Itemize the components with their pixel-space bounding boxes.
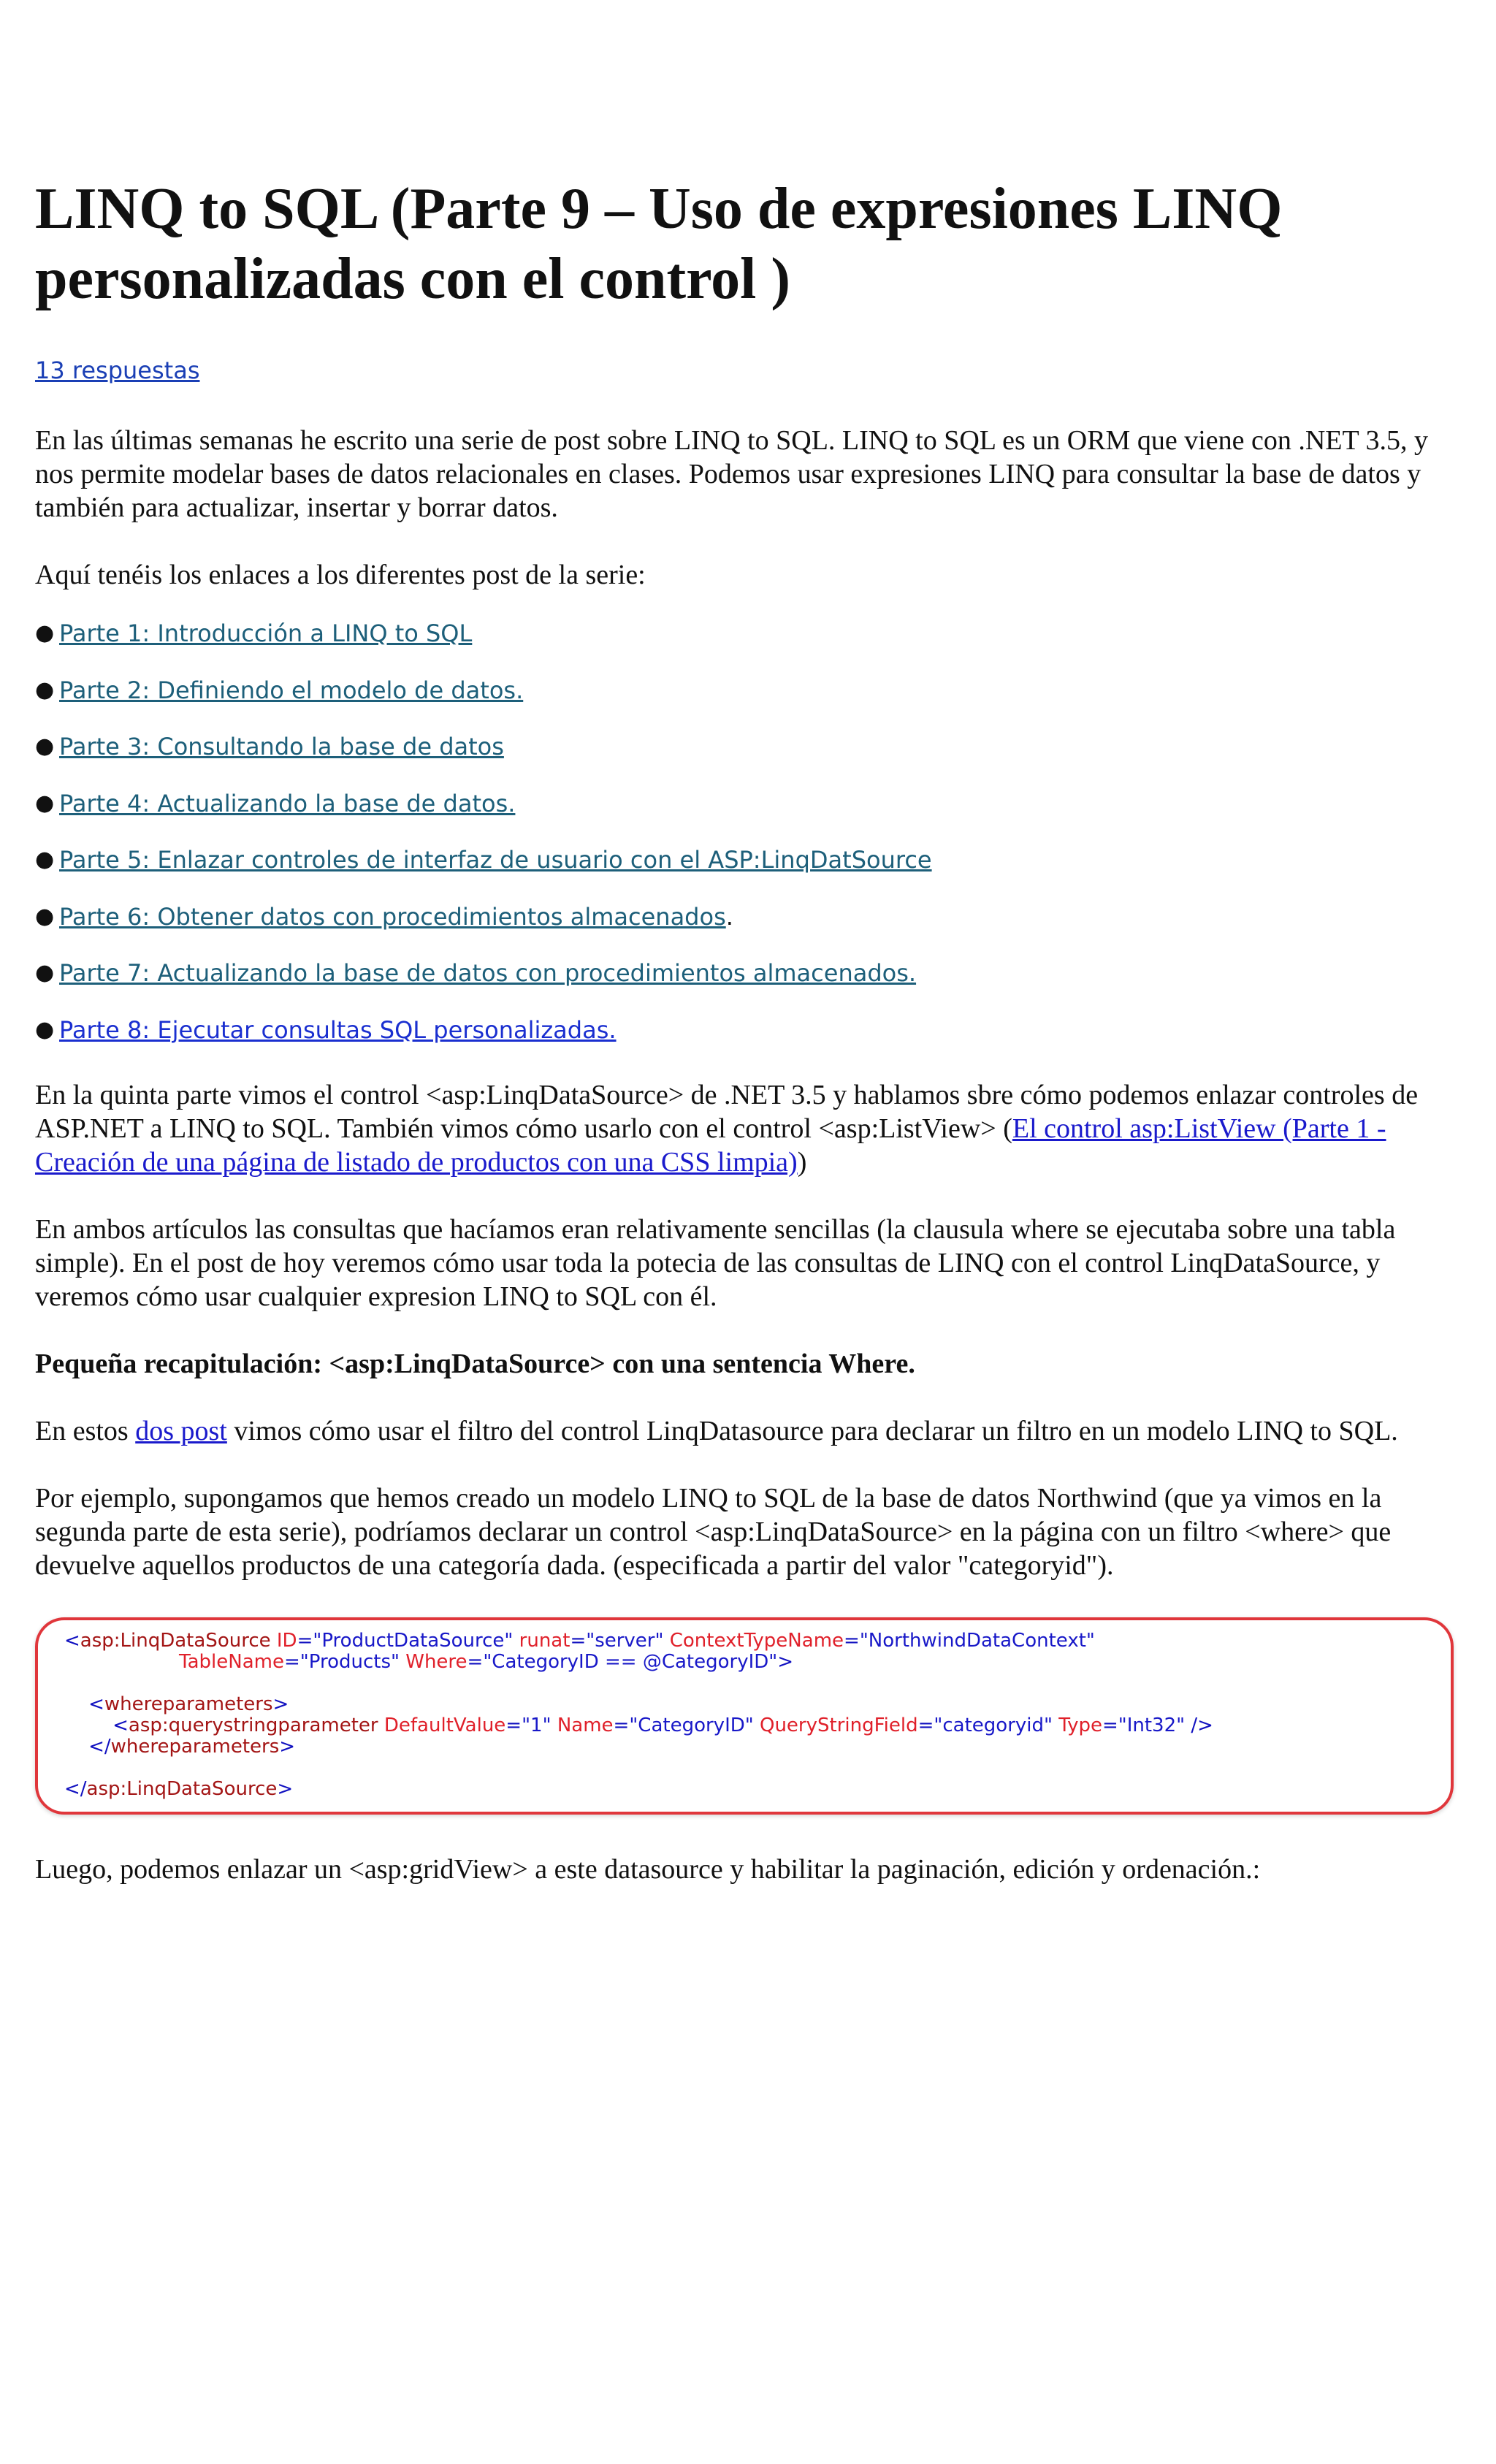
list-item [35,787,1459,844]
list-item [35,1013,1459,1070]
replies-link[interactable]: 13 respuestas [35,356,200,384]
list-item [35,730,1459,787]
series-links-list [35,617,1459,1069]
series-link-part-4[interactable]: Parte 4: Actualizando la base de datos. [59,789,516,817]
listview-article-link[interactable]: El control asp:ListView (Parte 1 - Creación de una página de listado de productos con una CSS limpia) [35,1113,1386,1178]
list-item [35,617,1459,674]
bullet-icon: ● [35,733,55,759]
ejemplo-paragraph: Por ejemplo, supongamos que hemos creado un modelo LINQ to SQL de la base de datos Northwind (que ya vimos en la segunda parte de esta serie), podríamos declarar un control <asp:LinqDataSource> en la página con un filtro <where> que devuelve aquellos productos de una categoría dada. (especificada a partir del valor "categoryid"). [35,1483,1392,1581]
bullet-icon: ● [35,790,55,816]
series-links-intro: Aquí tenéis los enlaces a los diferentes post de la serie: [35,560,646,590]
series-link-part-2[interactable]: Parte 2: Definiendo el modelo de datos. [59,676,524,704]
bullet-icon: ● [35,1016,55,1042]
ambos-paragraph: En ambos artículos las consultas que hacíamos eran relativamente sencillas (la clausula where se ejecutaba sobre una tabla simple). En el post de hoy veremos cómo usar toda la potecia de las consultas de LINQ con el control LinqDataSource, y veremos cómo usar cualquier expresion LINQ to SQL con él. [35,1214,1396,1312]
code-line: <asp:LinqDataSource ID="ProductDataSource" runat="server" ContextTypeName="NorthwindDataContext" [64,1630,1095,1652]
code-line: TableName="Products" Where="CategoryID == @CategoryID"> [179,1651,794,1673]
bullet-icon: ● [35,847,55,872]
intro-paragraph: En las últimas semanas he escrito una serie de post sobre LINQ to SQL. LINQ to SQL es un ORM que viene con .NET 3.5, y nos permite modelar bases de datos relacionales en clases. Podemos usar expresiones LINQ para consultar la base de datos y también para actualizar, insertar y borrar datos. [35,425,1429,523]
list-item [35,900,1459,957]
code-line: </asp:LinqDataSource> [64,1778,294,1800]
series-link-part-3[interactable]: Parte 3: Consultando la base de datos [59,733,504,760]
dos-post-link[interactable]: dos post [135,1416,227,1446]
bullet-icon: ● [35,960,55,985]
list-item [35,674,1459,731]
series-link-part-5[interactable]: Parte 5: Enlazar controles de interfaz de usuario con el ASP:LinqDatSource [59,846,932,874]
code-line: </whereparameters> [88,1736,296,1758]
series-link-trailing-period: . [725,902,733,931]
series-link-part-7[interactable]: Parte 7: Actualizando la base de datos con procedimientos almacenados. [59,959,917,987]
quinta-paragraph: En la quinta parte vimos el control <asp:LinqDataSource> de .NET 3.5 y hablamos sbre cómo podemos enlazar controles de ASP.NET a LINQ to SQL. También vimos cómo usarlo con el control <asp:ListView> (El control asp:ListView (Parte 1 - Creación de una página de listado de productos con una CSS limpia)) [35,1080,1419,1178]
list-item [35,956,1459,1013]
article [35,174,1459,1886]
bullet-icon: ● [35,903,55,929]
code-line: <whereparameters> [88,1693,289,1715]
bullet-icon: ● [35,676,55,703]
series-link-part-8[interactable]: Parte 8: Ejecutar consultas SQL personalizadas. [59,1015,617,1044]
list-item [35,843,1459,900]
code-snippet [35,1617,1454,1815]
article-title: LINQ to SQL (Parte 9 – Uso de expresiones LINQ personalizadas con el control ) [35,177,1283,311]
series-link-part-1[interactable]: Parte 1: Introducción a LINQ to SQL [59,619,473,647]
section-heading: Pequeña recapitulación: <asp:LinqDataSource> con una sentencia Where. [35,1349,915,1379]
estos-paragraph: En estos dos post vimos cómo usar el filtro del control LinqDatasource para declarar un filtro en un modelo LINQ to SQL. [35,1416,1398,1446]
series-link-part-6[interactable]: Parte 6: Obtener datos con procedimientos almacenados [59,902,726,931]
bullet-icon: ● [35,620,55,646]
code-line: <asp:querystringparameter DefaultValue="1" Name="CategoryID" QueryStringField="categoryid" Type="Int32" /> [112,1714,1213,1736]
luego-paragraph: Luego, podemos enlazar un <asp:gridView> a este datasource y habilitar la paginación, edición y ordenación.: [35,1854,1261,1885]
